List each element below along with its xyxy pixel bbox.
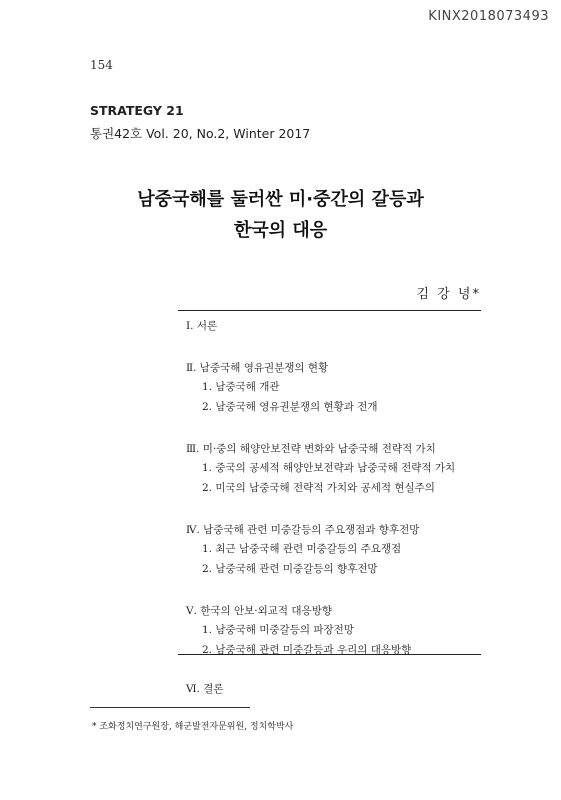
toc-subsection-3-2: 2. 미국의 남중국해 전략적 가치와 공세적 현실주의 bbox=[202, 481, 435, 494]
toc-section-2: Ⅱ. 남중국해 영유권분쟁의 현황 bbox=[186, 362, 329, 374]
article-title-line-1: 남중국해를 둘러싼 미·중간의 갈등과 bbox=[137, 189, 424, 210]
table-of-contents bbox=[186, 316, 486, 699]
toc-top-rule bbox=[178, 310, 481, 311]
journal-issue: 통권42호 Vol. 20, No.2, Winter 2017 bbox=[90, 126, 311, 141]
page-number: 154 bbox=[90, 58, 113, 72]
toc-section-5: Ⅴ. 한국의 안보·외교적 대응방향 bbox=[186, 605, 332, 617]
document-id: KINX2018073493 bbox=[428, 9, 549, 24]
toc-subsection-4-2: 2. 남중국해 관련 미중갈등의 향후전망 bbox=[202, 562, 378, 575]
toc-subsection-2-1: 1. 남중국해 개관 bbox=[202, 381, 280, 393]
toc-section-4: Ⅳ. 남중국해 관련 미중갈등의 주요쟁점과 향후전망 bbox=[186, 524, 420, 536]
toc-section-3: Ⅲ. 미·중의 해양안보전략 변화와 남중국해 전략적 가치 bbox=[186, 443, 436, 455]
journal-name: STRATEGY 21 bbox=[90, 103, 184, 118]
author-footnote: * 조화정치연구원장, 해군발전자문위원, 정치학박사 bbox=[92, 722, 294, 732]
toc-bottom-rule bbox=[178, 654, 481, 655]
author-name: 김 강 녕* bbox=[416, 287, 481, 302]
toc-section-1: Ⅰ. 서론 bbox=[186, 320, 218, 332]
toc-section-6: Ⅵ. 결론 bbox=[186, 683, 224, 695]
toc-subsection-5-2: 2. 남중국해 관련 미중갈등과 우리의 대응방향 bbox=[202, 643, 412, 656]
toc-subsection-4-1: 1. 최근 남중국해 관련 미중갈등의 주요쟁점 bbox=[202, 543, 402, 555]
toc-subsection-3-1: 1. 중국의 공세적 해양안보전략과 남중국해 전략적 가치 bbox=[202, 462, 456, 474]
footnote-separator bbox=[90, 707, 250, 708]
article-title-line-2: 한국의 대응 bbox=[233, 220, 328, 241]
toc-subsection-5-1: 1. 남중국해 미중갈등의 파장전망 bbox=[202, 624, 354, 636]
toc-subsection-2-2: 2. 남중국해 영유권분쟁의 현황과 전개 bbox=[202, 400, 378, 413]
